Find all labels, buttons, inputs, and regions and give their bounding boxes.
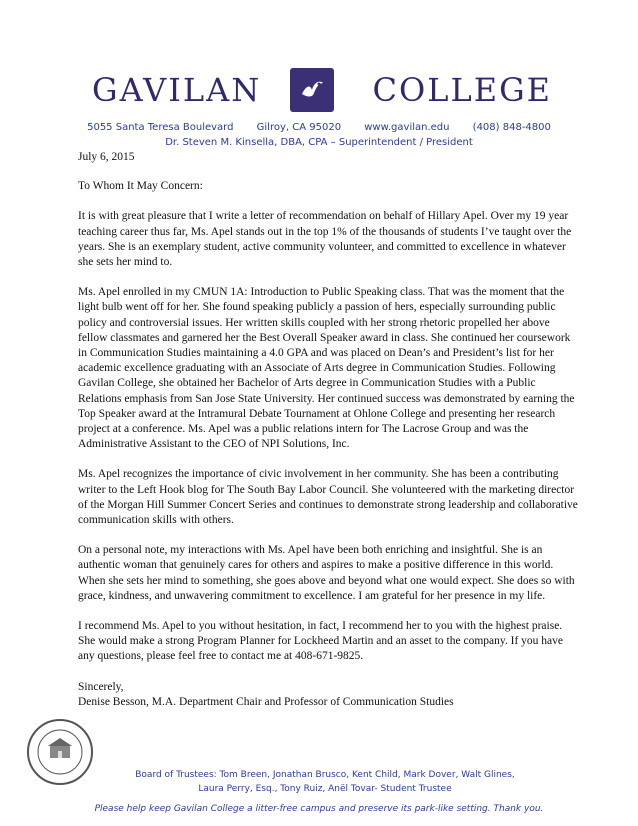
officer-line: Dr. Steven M. Kinsella, DBA, CPA – Superintendent / President: [165, 137, 473, 148]
address-line: [0, 122, 638, 133]
paragraph-2: Ms. Apel enrolled in my CMUN 1A: Introduction to Public Speaking class. That was the moment that the light bulb went off for her. She found speaking publicly a passion of hers, especially surrounding public policy and controversial issues. Her written skills coupled with her strong rhetoric propelled her above fellow classmates and garnered her the Best Overall Speaker award in class. She continued her coursework in Communication Studies maintaining a 4.0 GPA and was placed on Dean’s and President’s list for her academic excellence graduating with an Associate of Arts degree in Communication Studies. Following Gavilan College, she obtained her Bachelor of Arts degree in Communication Studies with a Public Relations emphasis from San Jose State University. Her continued success was demonstrated by earning the Top Speaker award at the Intramural Debate Tournament at Ohlone College and presenting her research project at a conference. Ms. Apel was a public relations intern for The Lacrose Group and was the Administrative Assistant to the CEO of NPI Solutions, Inc.: [78, 286, 575, 451]
trustees-line-1: Board of Trustees: Tom Breen, Jonathan Brusco, Kent Child, Mark Dover, Walt Glines,: [135, 770, 515, 780]
trustees-line-2: Laura Perry, Esq., Tony Ruiz, Anël Tovar- Student Trustee: [198, 784, 452, 794]
phone-number: (408) 848-4800: [472, 122, 551, 133]
college-seal-icon: [26, 718, 94, 786]
closing: Sincerely,: [78, 680, 124, 693]
college-brand: [92, 70, 552, 110]
letterhead: [0, 0, 638, 150]
paragraph-3: Ms. Apel recognizes the importance of civic involvement in her community. She has been a contributing writer to the Left Hook blog for The South Bay Labor Council. She volunteered with the marketing director of the Morgan Hill Summer Concert Series and continues to demonstrate strong leadership and collaborative communication skills with others.: [78, 468, 578, 527]
brand-name-right: COLLEGE: [372, 71, 552, 109]
letter-body: [78, 150, 578, 725]
brand-name-left: GAVILAN: [92, 71, 262, 109]
street-address: 5055 Santa Teresa Boulevard: [87, 122, 234, 133]
city-zip: Gilroy, CA 95020: [256, 122, 342, 133]
letter-date: July 6, 2015: [78, 151, 135, 163]
footer-tagline: Please help keep Gavilan College a litter-free campus and preserve its park-like setting. Thank you.: [94, 804, 544, 814]
board-of-trustees: [120, 768, 530, 796]
paragraph-5: I recommend Ms. Apel to you without hesitation, in fact, I recommend her to you with the highest praise. She would make a strong Program Planner for Lockheed Martin and an asset to the company. If you have any questions, please feel free to contact me at 408-671-9825.: [78, 620, 563, 663]
signature: Denise Besson, M.A. Department Chair and Professor of Communication Studies: [78, 695, 454, 708]
salutation: To Whom It May Concern:: [78, 180, 203, 193]
bird-emblem-icon: [290, 68, 334, 112]
paragraph-1: It is with great pleasure that I write a letter of recommendation on behalf of Hillary Apel. Over my 19 year teaching career thus far, Ms. Apel stands out in the top 1% of the thousands of students I’ve taught over the years. She is an exemplary student, active community volunteer, and committed to excellence in whatever she sets her mind to.: [78, 210, 572, 269]
paragraph-4: On a personal note, my interactions with Ms. Apel have been both enriching and insightful. She is an authentic woman that genuinely cares for others and aspires to make a positive difference in this world. When she sets her mind to something, she goes above and beyond what one would expect. She does so with grace, kindness, and unwavering commitment to excellence. I am grateful for her presence in my life.: [78, 544, 575, 602]
website-link[interactable]: www.gavilan.edu: [364, 122, 450, 133]
